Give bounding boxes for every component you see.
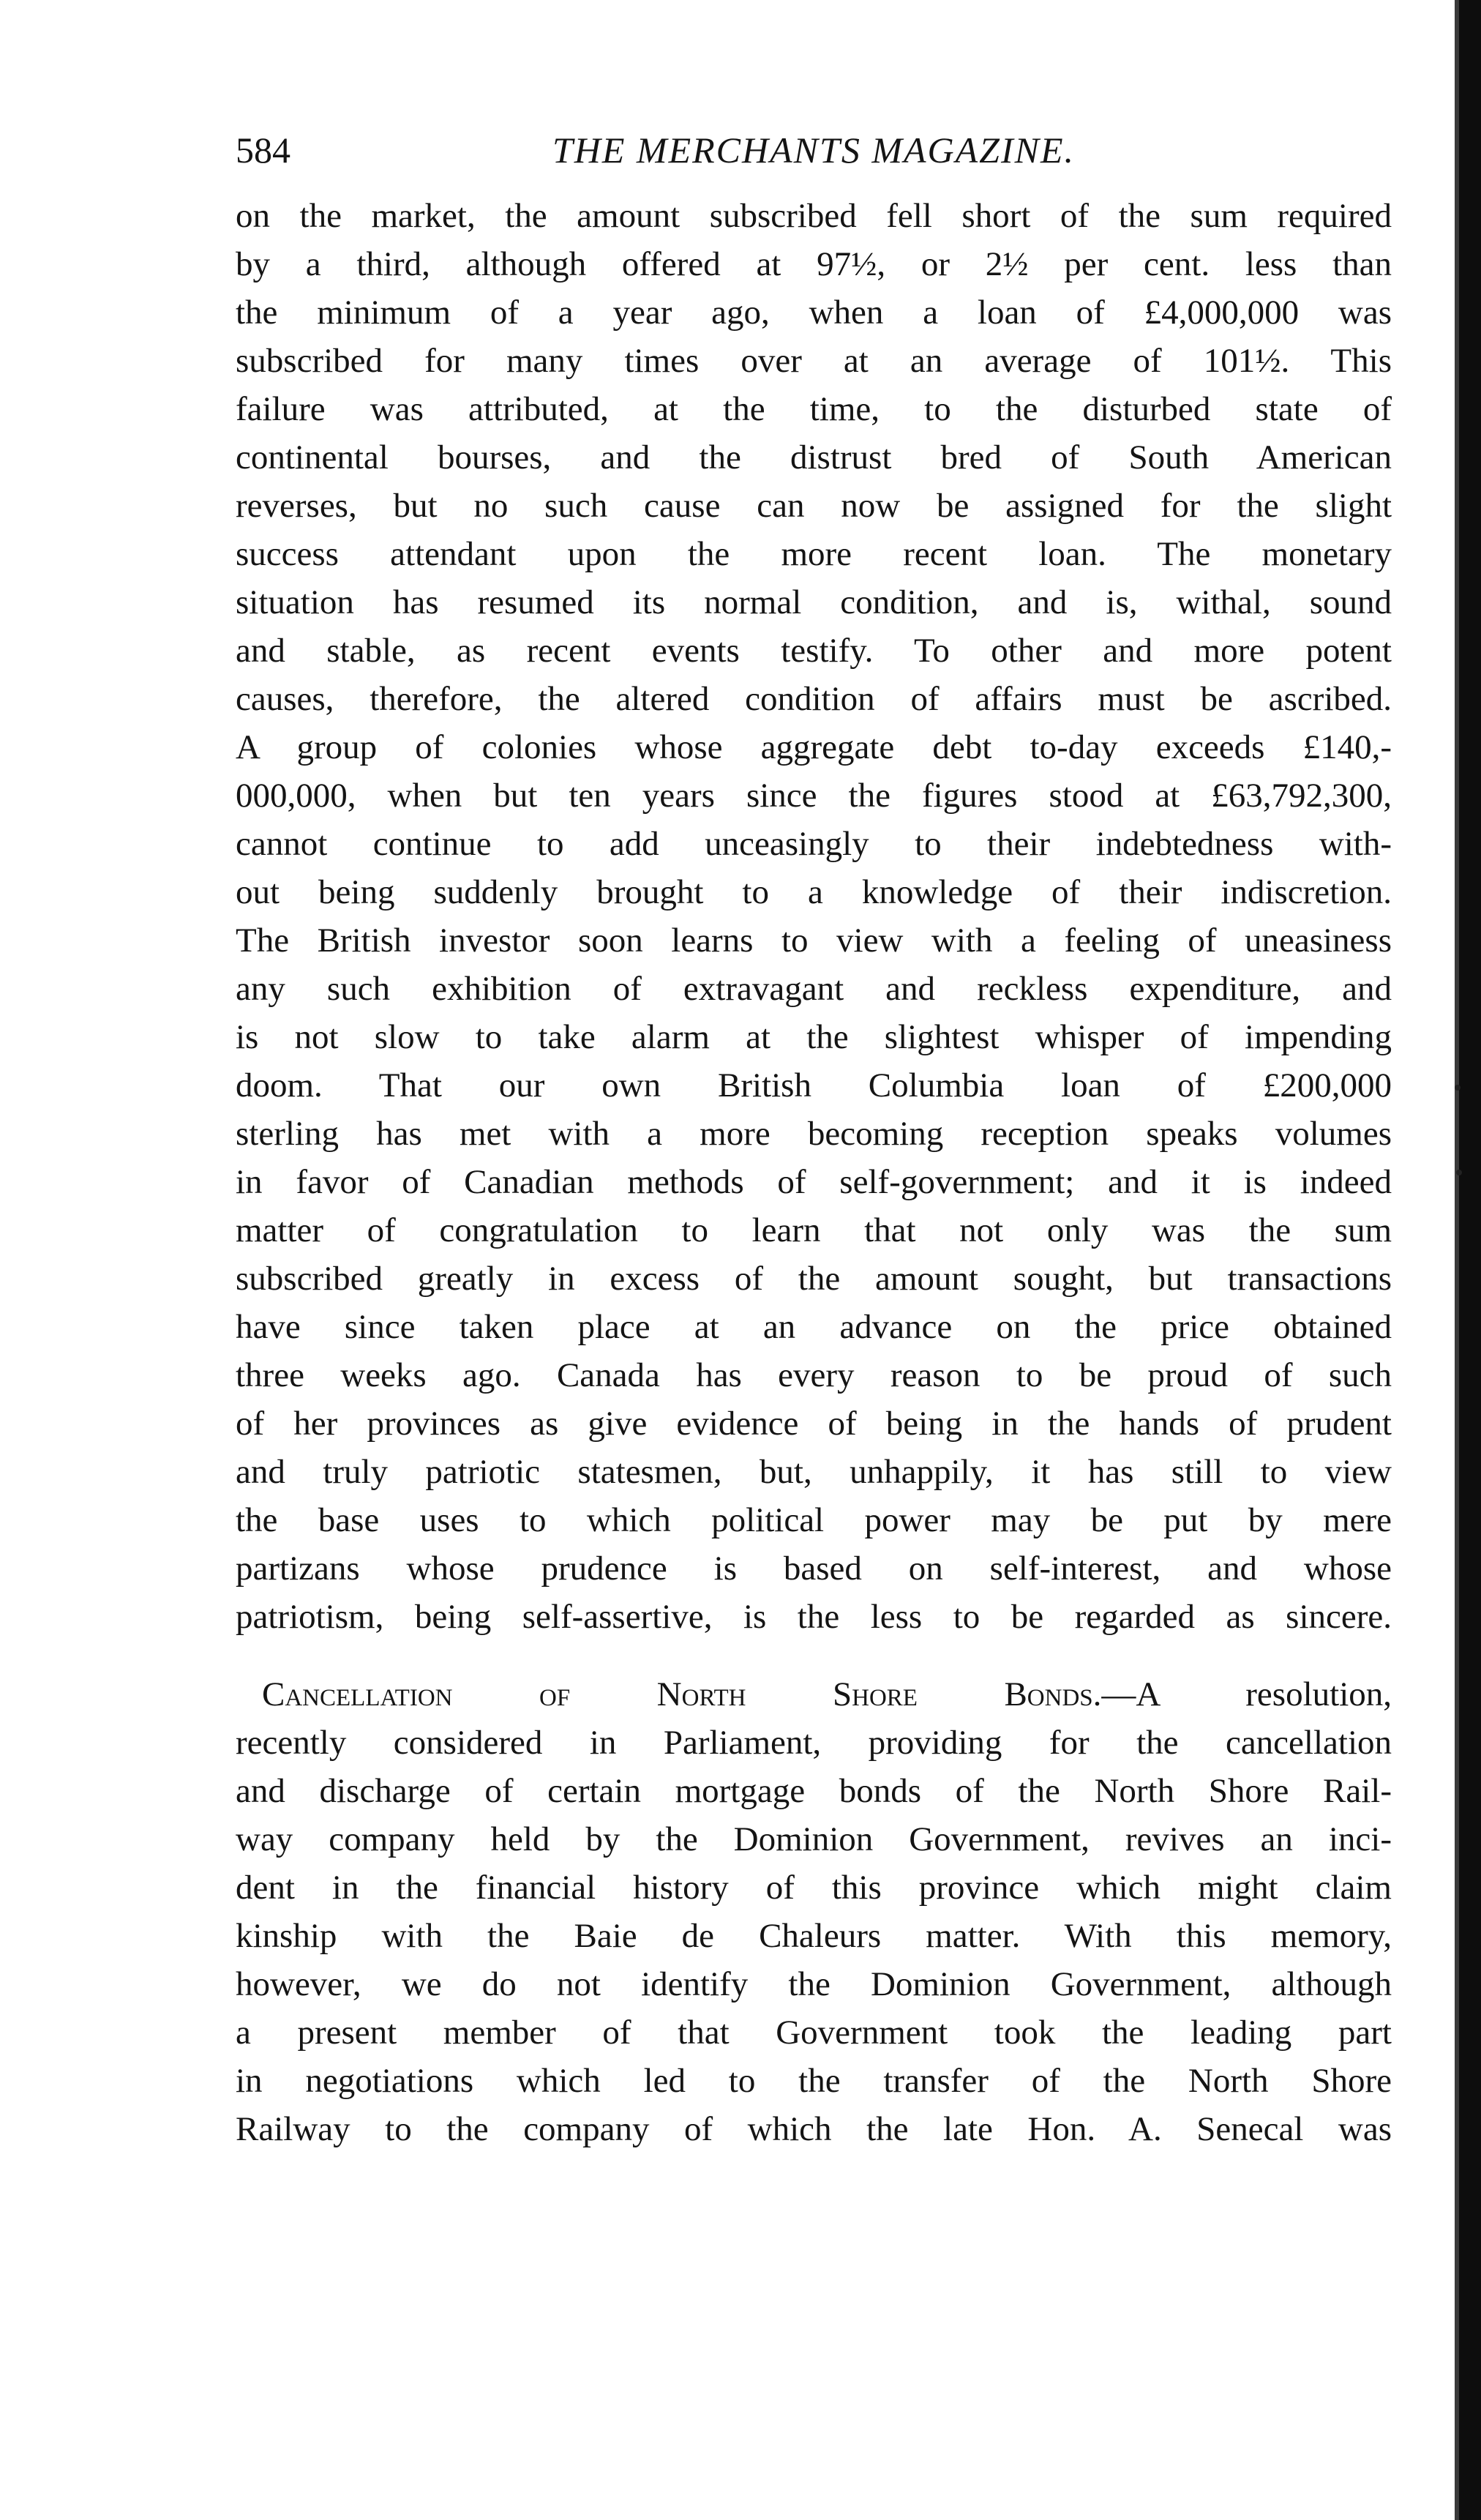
text-line: any such exhibition of extravagant and reckless expenditure, and bbox=[236, 970, 1392, 1008]
scan-speck bbox=[1456, 1170, 1462, 1175]
text-line: cannot continue to add unceasingly to their indebtedness with- bbox=[236, 825, 1392, 863]
text-line: failure was attributed, at the time, to the disturbed state of bbox=[236, 390, 1392, 428]
running-head bbox=[236, 117, 1392, 183]
text-line: The British investor soon learns to view with a feeling of uneasiness bbox=[236, 921, 1392, 960]
text-line: the base uses to which political power may be put by mere bbox=[236, 1501, 1392, 1539]
scan-speck bbox=[1455, 1085, 1461, 1091]
text-line: way company held by the Dominion Government, revives an inci- bbox=[236, 1820, 1392, 1858]
text-line: recently considered in Parliament, providing for the cancellation bbox=[236, 1724, 1392, 1762]
paragraph bbox=[236, 192, 1392, 1641]
section-heading: Cancellation of North Shore Bonds. bbox=[262, 1675, 1102, 1713]
text-line: out being suddenly brought to a knowledge of their indiscretion. bbox=[236, 873, 1392, 911]
text-line: on the market, the amount subscribed fell short of the sum required bbox=[236, 197, 1392, 235]
text-line: by a third, although offered at 97½, or 2½ per cent. less than bbox=[236, 245, 1392, 283]
text-line: continental bourses, and the distrust bred of South American bbox=[236, 438, 1392, 476]
text-line: patriotism, being self-assertive, is the less to be regarded as sincere. bbox=[236, 1598, 1392, 1636]
text-line: partizans whose prudence is based on self-interest, and whose bbox=[236, 1549, 1392, 1588]
text-line: matter of congratulation to learn that not only was the sum bbox=[236, 1211, 1392, 1249]
page bbox=[236, 117, 1392, 2153]
text-line: of her provinces as give evidence of being in the hands of prudent bbox=[236, 1405, 1392, 1443]
text-line: causes, therefore, the altered condition of affairs must be ascribed. bbox=[236, 680, 1392, 718]
text-line: three weeks ago. Canada has every reason to be proud of such bbox=[236, 1356, 1392, 1394]
text-line: dent in the financial history of this province which might claim bbox=[236, 1869, 1392, 1907]
text-line: and stable, as recent events testify. To other and more potent bbox=[236, 632, 1392, 670]
text-line: is not slow to take alarm at the slightest whisper of impending bbox=[236, 1018, 1392, 1056]
article-body bbox=[236, 192, 1392, 2153]
text-line: Railway to the company of which the late Hon. A. Senecal was bbox=[236, 2110, 1392, 2148]
paragraph-gap bbox=[236, 1641, 1392, 1670]
text-line: however, we do not identify the Dominion Government, although bbox=[236, 1965, 1392, 2003]
text-line: subscribed greatly in excess of the amount sought, but transactions bbox=[236, 1260, 1392, 1298]
text-line: situation has resumed its normal condition, and is, withal, sound bbox=[236, 583, 1392, 621]
text-run: —A resolution, bbox=[1101, 1675, 1392, 1713]
text-line: and truly patriotic statesmen, but, unhappily, it has still to view bbox=[236, 1453, 1392, 1491]
scan-edge bbox=[1459, 0, 1481, 2520]
text-line: sterling has met with a more becoming reception speaks volumes bbox=[236, 1115, 1392, 1153]
text-line: doom. That our own British Columbia loan of £200,000 bbox=[236, 1066, 1392, 1104]
text-line: a present member of that Government took the leading part bbox=[236, 2014, 1392, 2052]
text-line: the minimum of a year ago, when a loan of £4,000,000 was bbox=[236, 293, 1392, 332]
text-line: subscribed for many times over at an average of 101½. This bbox=[236, 342, 1392, 380]
text-line: A group of colonies whose aggregate debt to-day exceeds £140,- bbox=[236, 728, 1392, 766]
text-line bbox=[236, 1670, 1392, 1719]
text-line: in favor of Canadian methods of self-government; and it is indeed bbox=[236, 1163, 1392, 1201]
journal-title: THE MERCHANTS MAGAZINE. bbox=[552, 130, 1076, 171]
text-line: reverses, but no such cause can now be assigned for the slight bbox=[236, 487, 1392, 525]
text-line: have since taken place at an advance on the price obtained bbox=[236, 1308, 1392, 1346]
text-line: and discharge of certain mortgage bonds of the North Shore Rail- bbox=[236, 1772, 1392, 1810]
text-line: 000,000, when but ten years since the figures stood at £63,792,300, bbox=[236, 777, 1392, 815]
text-line: kinship with the Baie de Chaleurs matter. With this memory, bbox=[236, 1917, 1392, 1955]
page-number: 584 bbox=[236, 130, 290, 171]
text-line: in negotiations which led to the transfer of the North Shore bbox=[236, 2062, 1392, 2100]
paragraph bbox=[236, 1670, 1392, 2153]
text-line: success attendant upon the more recent loan. The monetary bbox=[236, 535, 1392, 573]
